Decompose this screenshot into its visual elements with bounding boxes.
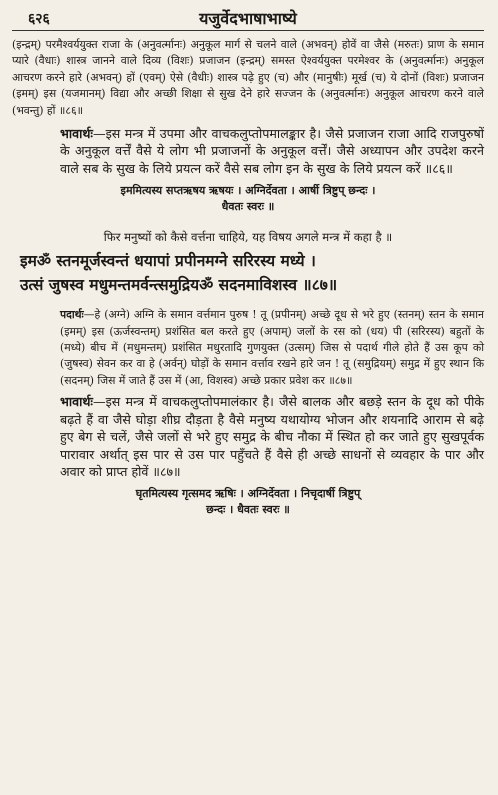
rishi-devata-88 bbox=[12, 486, 484, 518]
rishi-88-line2: छन्दः । धैवतः स्वरः ॥ bbox=[206, 503, 290, 517]
mantra-87 bbox=[12, 249, 484, 297]
bhavartha-86 bbox=[12, 125, 484, 177]
bhavartha-87 bbox=[12, 393, 484, 480]
bhavartha-86-text: —इस मन्त्र में उपमा और वाचकलुप्तोपमालङ्कार है। जैसे प्रजाजन राजा आदि राजपुरुषों के अनुकूल वर्त्तें वैसे ये लोग भी प्रजाजनों के अनुकूल वर्त्तें। जैसे अध्यापन और उपदेश करने वाले सब के सुख के लिये प्रयत्न करें वैसे सब लोग इन के सुख के लिये प्रयत्न करें ॥८६॥ bbox=[60, 126, 484, 176]
mantra-87-line1: इमॐ स्तनमूर्जस्वन्तं धयापां प्रपीनमग्ने सरिरस्य मध्ये । bbox=[20, 251, 316, 271]
bhavartha-86-label: भावार्थः bbox=[60, 126, 93, 142]
rishi-87-line1: इममित्यस्य सप्तऋषय ऋषयः । अग्निर्देवता । आर्षी त्रिष्टुप् छन्दः । bbox=[120, 184, 376, 198]
padartha-86-continuation: (इन्द्रम्) परमैश्वर्ययुक्त राजा के (अनुवर्त्मानः) अनुकूल मार्ग से चलने वाले (अभवन्) होवें वा जैसे (मरुतः) प्राण के समान प्यारे (वैधाः) शास्त्र जानने वाले दिव्य (विशः) प्रजाजन (इन्द्रम्) समस्त ऐश्वर्ययुक्त परमेश्वर के (अनुवर्त्मानः) अनुकूल आचरण करने हारे (अभवन्) हों (एवम्) ऐसे (वैधीः) शास्त्र पढ़े हुए (च) और (मानुषीः) मूर्ख (च) ये दोनों (विशः) प्रजाजन (इमम्) इस (यजमानम्) विद्या और अच्छी शिक्षा से सुख देने हारे सज्जन के (अनुवर्त्मानः) अनुकूल आचरण करने वाले (भवन्तु) हों ॥८६॥ bbox=[12, 38, 484, 117]
rishi-devata-87 bbox=[12, 183, 484, 215]
intro-87: फिर मनुष्यों को कैसे वर्त्तना चाहिये, यह विषय अगले मन्त्र में कहा है ॥ bbox=[103, 230, 393, 245]
rishi-87-line2: धैवतः स्वरः ॥ bbox=[221, 200, 275, 214]
mantra-87-line2: उत्सं जुषस्व मधुमन्तमर्वन्त्समुद्रियॐ सदनमाविशस्व ॥८७॥ bbox=[20, 275, 338, 295]
rishi-88-line1: घृतमित्यस्य गृत्समद ऋषिः । अग्निर्देवता । निचृदार्षी त्रिष्टुप् bbox=[135, 487, 361, 501]
bhavartha-87-text: —इस मन्त्र में वाचकलुप्तोपमालंकार है। जैसे बालक और बछड़े स्तन के दूध को पीके बढ़ते हैं वा जैसे घोड़ा शीघ्र दौड़ता है वैसे मनुष्य यथायोग्य भोजन और शयनादि आराम से बढ़े हुए बेग से चलें, जैसे जलों से भरे हुए समुद्र के बीच नौका में स्थित हो कर जाते हुए सुखपूर्वक पारावार अर्थात् इस पार से उस पार पहुँचते हैं वैसे ही अच्छे साधनों से व्यवहार के पार और अवार को प्राप्त होवें ॥८७॥ bbox=[60, 394, 484, 479]
bhavartha-87-label: भावार्थः bbox=[60, 394, 93, 410]
page-number: ६२६ bbox=[28, 11, 50, 27]
page-header bbox=[12, 6, 484, 31]
book-title: यजुर्वेदभाषाभाष्ये bbox=[199, 9, 297, 28]
padartha-87-label: पदार्थः bbox=[60, 308, 84, 322]
padartha-87-text: —हे (अग्ने) अग्नि के समान वर्त्तमान पुरुष ! तू (प्रपीनम्) अच्छे दूध से भरे हुए (स्तनम्) स्तन के समान (इमम्) इस (ऊर्जस्वन्तम्) प्रशंसित बल करते हुए (अपाम्) जलों के रस को (धय) पी (सरिरस्य) बहुतों के (मध्ये) बीच में (मधुमन्तम्) प्रशंसित मधुरतादि गुणयुक्त (उत्सम्) जिस से पदार्थ गीले होते हैं उस कूप को (जुषस्व) सेवन कर वा हे (अर्वन्) घोड़ों के समान वर्त्ताव रखने हारे जन ! तू (समुद्रियम्) समुद्र में हुए स्थान कि (सदनम्) जिस में जाते हैं उस में (आ, विशस्व) अच्छे प्रकार प्रवेश कर ॥८७॥ bbox=[60, 308, 484, 387]
padartha-87 bbox=[12, 307, 484, 389]
